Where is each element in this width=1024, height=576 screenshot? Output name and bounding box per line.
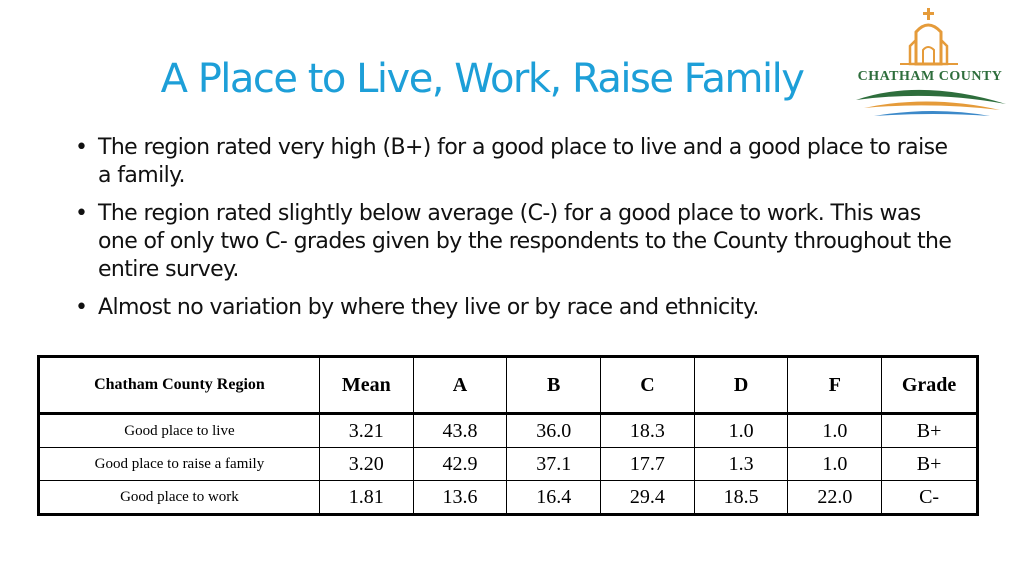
logo-text: CHATHAM COUNTY bbox=[857, 69, 1003, 84]
table-cell: 43.8 bbox=[413, 414, 507, 448]
table-cell: 1.81 bbox=[319, 481, 413, 515]
bullet-dot-icon: • bbox=[75, 201, 88, 226]
bullet-item bbox=[75, 134, 955, 190]
table-cell: 18.3 bbox=[601, 414, 695, 448]
table-cell: B+ bbox=[882, 448, 978, 481]
column-header: Chatham County Region bbox=[39, 357, 320, 414]
bullet-text: Almost no variation by where they live or by race and ethnicity. bbox=[98, 295, 759, 320]
row-label: Good place to live bbox=[39, 414, 320, 448]
church-icon bbox=[850, 6, 1010, 130]
table-cell: 42.9 bbox=[413, 448, 507, 481]
table-cell: 22.0 bbox=[788, 481, 882, 515]
column-header: D bbox=[694, 357, 788, 414]
table-cell: 17.7 bbox=[601, 448, 695, 481]
bullet-text: The region rated very high (B+) for a good place to live and a good place to raise a family. bbox=[98, 135, 948, 188]
bullet-item bbox=[75, 294, 955, 322]
table-row bbox=[39, 481, 978, 515]
table-cell: 3.20 bbox=[319, 448, 413, 481]
bullet-dot-icon: • bbox=[75, 295, 88, 320]
bullet-item bbox=[75, 200, 955, 284]
chatham-county-logo bbox=[850, 6, 1010, 130]
table-cell: 1.0 bbox=[788, 448, 882, 481]
table-cell: 1.0 bbox=[788, 414, 882, 448]
table-cell: B+ bbox=[882, 414, 978, 448]
table-row bbox=[39, 414, 978, 448]
table-cell: 1.0 bbox=[694, 414, 788, 448]
table-cell: 18.5 bbox=[694, 481, 788, 515]
bullet-text: The region rated slightly below average (C-) for a good place to work. This was one of only two C- grades given by the respondents to the County throughout the entire survey. bbox=[98, 201, 952, 282]
bullet-dot-icon: • bbox=[75, 135, 88, 160]
column-header: Grade bbox=[882, 357, 978, 414]
table-cell: 3.21 bbox=[319, 414, 413, 448]
column-header: B bbox=[507, 357, 601, 414]
table-header-row bbox=[39, 357, 978, 414]
column-header: C bbox=[601, 357, 695, 414]
row-label: Good place to work bbox=[39, 481, 320, 515]
grades-table bbox=[37, 355, 979, 516]
table-cell: 1.3 bbox=[694, 448, 788, 481]
table-cell: 37.1 bbox=[507, 448, 601, 481]
slide-title: A Place to Live, Work, Raise Family bbox=[160, 56, 804, 102]
row-label: Good place to raise a family bbox=[39, 448, 320, 481]
table-cell: 16.4 bbox=[507, 481, 601, 515]
table-cell: 13.6 bbox=[413, 481, 507, 515]
table-cell: 29.4 bbox=[601, 481, 695, 515]
column-header: A bbox=[413, 357, 507, 414]
column-header: Mean bbox=[319, 357, 413, 414]
bullet-list bbox=[75, 134, 955, 332]
table-cell: 36.0 bbox=[507, 414, 601, 448]
column-header: F bbox=[788, 357, 882, 414]
table-cell: C- bbox=[882, 481, 978, 515]
table-row bbox=[39, 448, 978, 481]
